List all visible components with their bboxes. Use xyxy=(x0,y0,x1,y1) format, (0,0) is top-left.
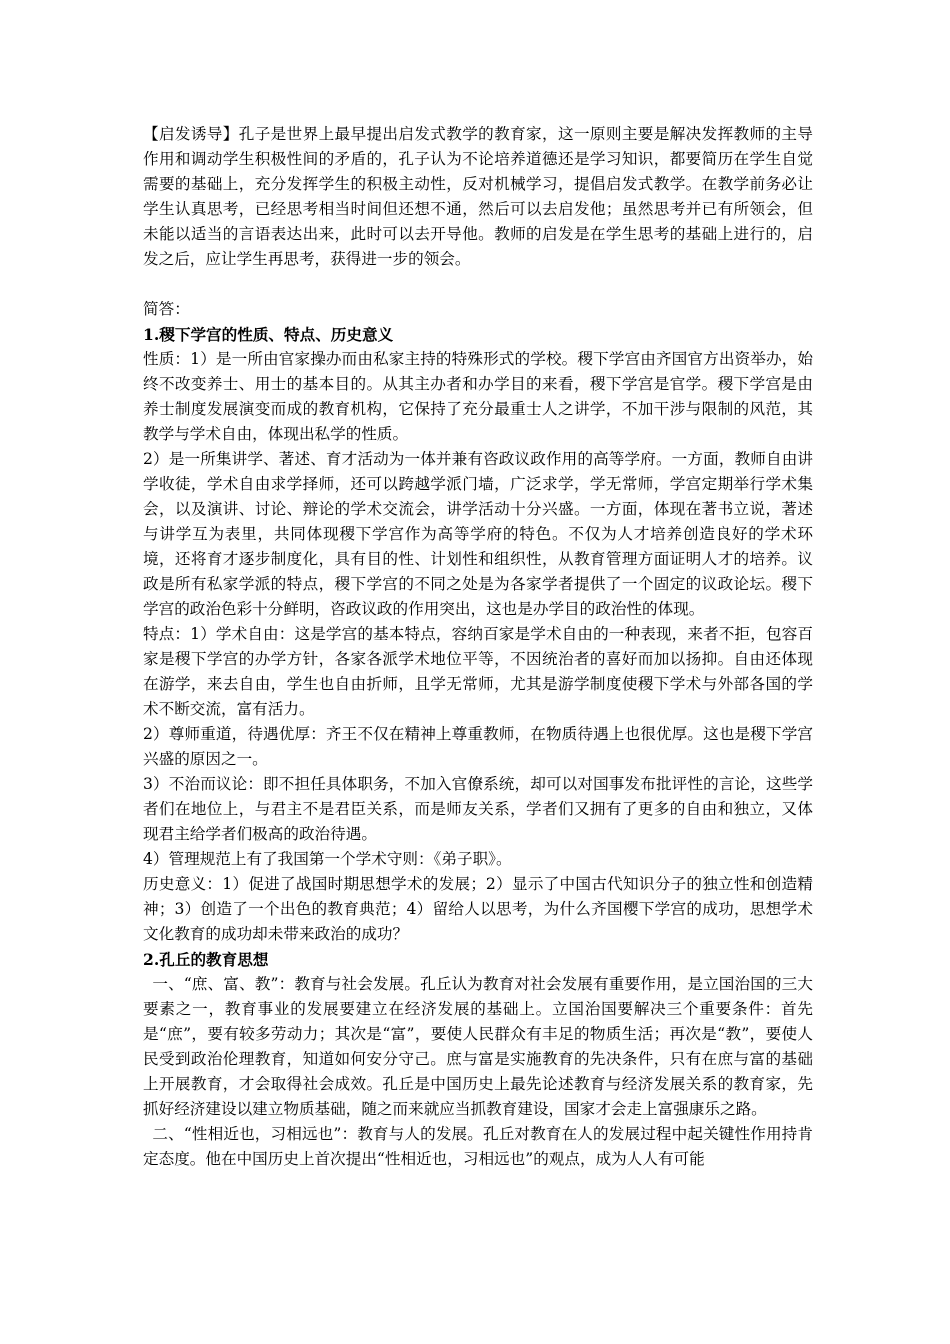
blank-line xyxy=(143,272,813,297)
q1-feature-paragraph-4: 4）管理规范上有了我国第一个学术守则：《弟子职》。 xyxy=(143,850,512,868)
q1-feature-paragraph-1: 特点：1）学术自由：这是学宫的基本特点，容纳百家是学术自由的一种表现，来者不拒，包容百家是稷下学宫的办学方针，各家各派学术地位平等，不因统治者的喜好而加以扬抑。自由还体现在游学，来去自由，学生也自由折师，且学无常师，尤其是游学制度使稷下学术与外部各国的学术不断交流，富有活力。 xyxy=(143,625,813,718)
question-1-heading: 1.稷下学宫的性质、特点、历史意义 xyxy=(143,325,394,344)
q1-nature-paragraph-1: 性质：1）是一所由官家操办而由私家主持的特殊形式的学校。稷下学宫由齐国官方出资举办，始终不改变养士、用士的基本目的。从其主办者和办学目的来看，稷下学宫是官学。稷下学宫是由养士制度发展演变而成的教育机构，它保持了充分最重士人之讲学，不加干涉与限制的风范，其教学与学术自由，体现出私学的性质。 xyxy=(143,350,813,443)
q1-feature-paragraph-3: 3）不治而议论：即不担任具体职务，不加入官僚系统，却可以对国事发布批评性的言论，这些学者们在地位上，与君主不是君臣关系，而是师友关系，学者们又拥有了更多的自由和独立，又体现君主给学者们极高的政治待遇。 xyxy=(143,775,813,843)
q1-feature-paragraph-2: 2）尊师重道，待遇优厚：齐王不仅在精神上尊重教师，在物质待遇上也很优厚。这也是稷下学宫兴盛的原因之一。 xyxy=(143,725,813,768)
question-2-heading: 2.孔丘的教育思想 xyxy=(143,950,269,969)
q1-nature-paragraph-2: 2）是一所集讲学、著述、育才活动为一体并兼有咨政议政作用的高等学府。一方面，教师自由讲学收徒，学术自由求学择师，还可以跨越学派门墙，广泛求学，学无常师，学宫定期举行学术集会，以及演讲、讨论、辩论的学术交流会，讲学活动十分兴盛。一方面，体现在著书立说，著述与讲学互为表里，共同体现稷下学宫作为高等学府的特色。不仅为人才培养创造良好的学术环境，还将育才逐步制度化，具有目的性、计划性和组织性，从教育管理方面证明人才的培养。议政是所有私家学派的特点，稷下学宫的不同之处是为各家学者提供了一个固定的议政论坛。稷下学宫的政治色彩十分鲜明，咨政议政的作用突出，这也是办学目的政治性的体现。 xyxy=(143,450,813,618)
intro-paragraph: 【启发诱导】孔子是世界上最早提出启发式教学的教育家，这一原则主要是解决发挥教师的主导作用和调动学生积极性间的矛盾的，孔子认为不论培养道德还是学习知识，都要简历在学生自觉需要的基础上，充分发挥学生的积极主动性，反对机械学习，提倡启发式教学。在教学前务必让学生认真思考，已经思考相当时间但还想不通，然后可以去启发他；虽然思考并已有所领会，但未能以适当的言语表达出来，此时可以去开导他。教师的启发是在学生思考的基础上进行的，启发之后，应让学生再思考，获得进一步的领会。 xyxy=(143,125,813,268)
q2-point-2-paragraph: 二、“性相近也，习相远也”：教育与人的发展。孔丘对教育在人的发展过程中起关键性作用持肯定态度。他在中国历史上首次提出“性相近也，习相远也”的观点，成为人人有可能 xyxy=(143,1125,813,1168)
section-label: 简答： xyxy=(143,300,190,318)
q2-point-1-paragraph: 一、“庶、富、教”：教育与社会发展。孔丘认为教育对社会发展有重要作用，是立国治国的三大要素之一，教育事业的发展要建立在经济发展的基础上。立国治国要解决三个重要条件：首先是“庶”，要有较多劳动力；其次是“富”，要使人民群众有丰足的物质生活；再次是“教”，要使人民受到政治伦理教育，知道如何安分守己。庶与富是实施教育的先决条件，只有在庶与富的基础上开展教育，才会取得社会成效。孔丘是中国历史上最先论述教育与经济发展关系的教育家，先抓好经济建设以建立物质基础，随之而来就应当抓教育建设，国家才会走上富强康乐之路。 xyxy=(143,975,813,1118)
document-body xyxy=(143,122,813,1172)
q1-significance-paragraph: 历史意义：1）促进了战国时期思想学术的发展；2）显示了中国古代知识分子的独立性和创造精神；3）创造了一个出色的教育典范；4）留给人以思考，为什么齐国樱下学宫的成功，思想学术文化教育的成功却未带来政治的成功？ xyxy=(143,875,813,943)
